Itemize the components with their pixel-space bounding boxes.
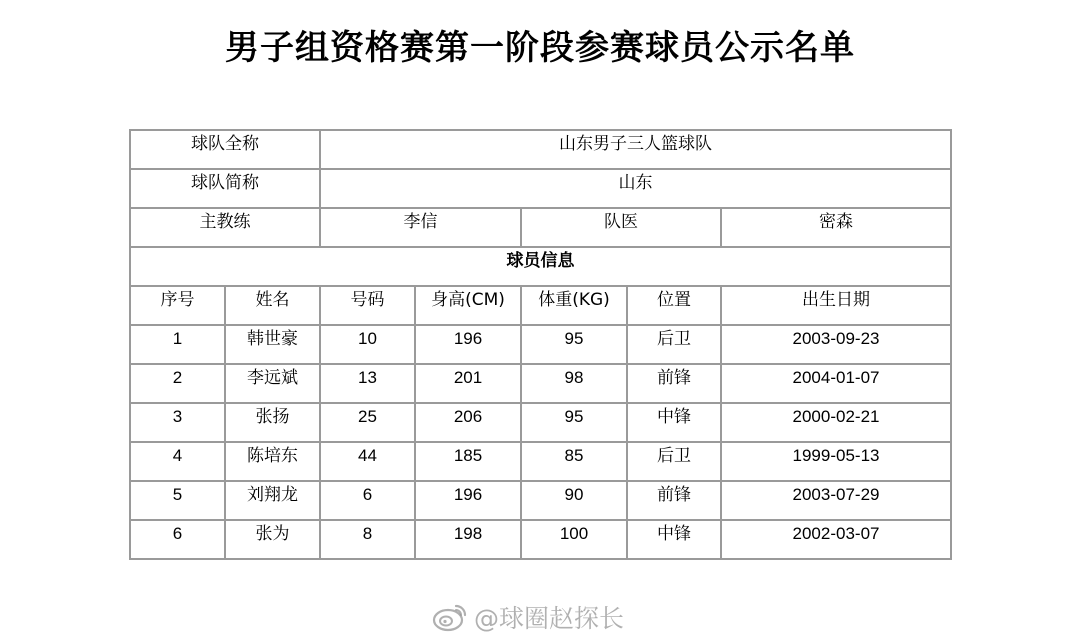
table-row	[130, 403, 951, 442]
player-name: 张扬	[225, 403, 320, 442]
player-weight: 90	[521, 481, 627, 520]
player-name: 张为	[225, 520, 320, 559]
player-number: 44	[320, 442, 415, 481]
player-weight: 100	[521, 520, 627, 559]
player-height: 196	[415, 481, 521, 520]
player-birth-date: 2004-01-07	[721, 364, 951, 403]
column-header: 位置	[627, 286, 721, 325]
player-height: 201	[415, 364, 521, 403]
column-header: 身高(CM)	[415, 286, 521, 325]
player-height: 196	[415, 325, 521, 364]
player-position: 中锋	[627, 520, 721, 559]
table-row	[130, 364, 951, 403]
player-index: 4	[130, 442, 225, 481]
player-name: 韩世豪	[225, 325, 320, 364]
player-number: 25	[320, 403, 415, 442]
player-birth-date: 1999-05-13	[721, 442, 951, 481]
watermark-text: @球圈赵探长	[474, 604, 625, 633]
player-number: 6	[320, 481, 415, 520]
player-number: 10	[320, 325, 415, 364]
player-number: 13	[320, 364, 415, 403]
player-weight: 95	[521, 325, 627, 364]
doctor-label: 队医	[521, 208, 721, 247]
team-full-name-value: 山东男子三人篮球队	[320, 130, 951, 169]
player-height: 206	[415, 403, 521, 442]
player-position: 前锋	[627, 481, 721, 520]
coach-value: 李信	[320, 208, 521, 247]
team-short-name-row	[130, 169, 951, 208]
column-header-row	[130, 286, 951, 325]
player-name: 李远斌	[225, 364, 320, 403]
player-position: 后卫	[627, 325, 721, 364]
table-row	[130, 481, 951, 520]
table-row	[130, 325, 951, 364]
player-birth-date: 2002-03-07	[721, 520, 951, 559]
player-index: 5	[130, 481, 225, 520]
roster-table	[129, 129, 952, 560]
player-name: 陈培东	[225, 442, 320, 481]
player-height: 185	[415, 442, 521, 481]
column-header: 体重(KG)	[521, 286, 627, 325]
team-full-name-label: 球队全称	[130, 130, 320, 169]
player-birth-date: 2000-02-21	[721, 403, 951, 442]
player-index: 6	[130, 520, 225, 559]
player-birth-date: 2003-07-29	[721, 481, 951, 520]
players-section-row	[130, 247, 951, 286]
coach-label: 主教练	[130, 208, 320, 247]
player-height: 198	[415, 520, 521, 559]
player-weight: 98	[521, 364, 627, 403]
players-section-heading: 球员信息	[130, 247, 951, 286]
column-header: 号码	[320, 286, 415, 325]
column-header: 姓名	[225, 286, 320, 325]
player-weight: 95	[521, 403, 627, 442]
player-position: 前锋	[627, 364, 721, 403]
doctor-value: 密森	[721, 208, 951, 247]
column-header: 序号	[130, 286, 225, 325]
player-weight: 85	[521, 442, 627, 481]
player-name: 刘翔龙	[225, 481, 320, 520]
player-position: 后卫	[627, 442, 721, 481]
staff-row	[130, 208, 951, 247]
table-row	[130, 520, 951, 559]
table-row	[130, 442, 951, 481]
player-index: 2	[130, 364, 225, 403]
player-index: 1	[130, 325, 225, 364]
column-header: 出生日期	[721, 286, 951, 325]
weibo-logo-icon	[432, 602, 468, 632]
player-birth-date: 2003-09-23	[721, 325, 951, 364]
watermark	[432, 600, 624, 634]
team-short-name-label: 球队简称	[130, 169, 320, 208]
team-full-name-row	[130, 130, 951, 169]
player-index: 3	[130, 403, 225, 442]
team-short-name-value: 山东	[320, 169, 951, 208]
document-title: 男子组资格赛第一阶段参赛球员公示名单	[225, 28, 855, 68]
player-position: 中锋	[627, 403, 721, 442]
player-number: 8	[320, 520, 415, 559]
